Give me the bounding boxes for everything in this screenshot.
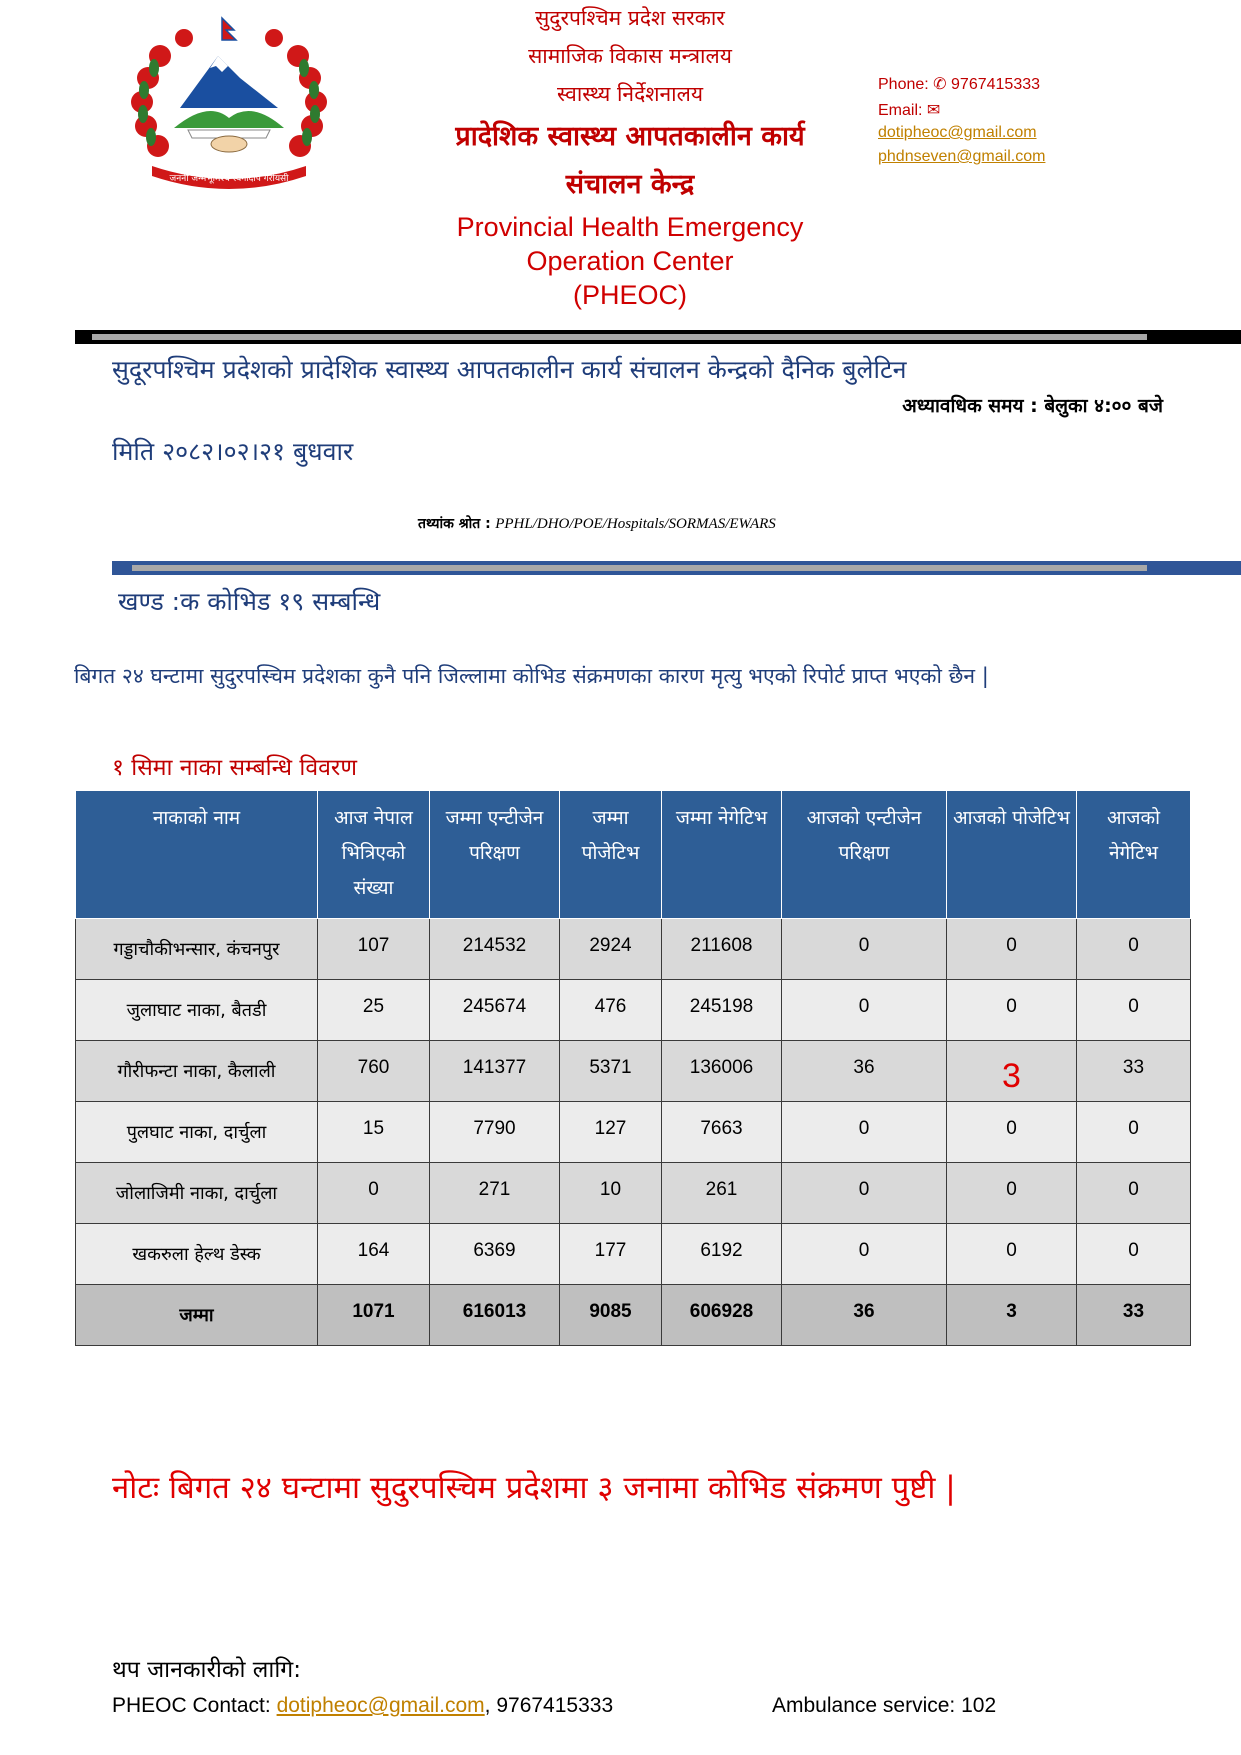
cell-total-positive: 5371 (560, 1041, 662, 1102)
cell-total-negative: 211608 (662, 919, 782, 980)
cell-name: गौरीफन्टा नाका, कैलाली (76, 1041, 318, 1102)
cell-today-test: 0 (782, 1102, 947, 1163)
cell-today-negative: 0 (1077, 1102, 1191, 1163)
phone-icon: ✆ (933, 76, 947, 93)
cell-entered: 25 (318, 980, 430, 1041)
cell-total-test: 616013 (430, 1285, 560, 1346)
table-row (76, 919, 1191, 980)
footer-contact-label: PHEOC Contact: (112, 1694, 271, 1717)
cell-name: पुलघाट नाका, दार्चुला (76, 1102, 318, 1163)
col-header-entered: आज नेपाल भित्रिएको संख्या (318, 791, 430, 919)
center-title-en-2: Operation Center (526, 246, 734, 276)
cell-entered: 1071 (318, 1285, 430, 1346)
cell-today-test: 0 (782, 919, 947, 980)
table-row (76, 1102, 1191, 1163)
cell-total-positive: 127 (560, 1102, 662, 1163)
cell-today-negative: 33 (1077, 1285, 1191, 1346)
cell-total-test: 6369 (430, 1224, 560, 1285)
cell-entered: 0 (318, 1163, 430, 1224)
svg-text:जननी जन्मभूमिश्च स्वर्गादपि गर: जननी जन्मभूमिश्च स्वर्गादपि गरीयसी (169, 174, 289, 184)
footer-contact (112, 1694, 613, 1718)
col-header-name: नाकाको नाम (76, 791, 318, 919)
note-text: नोटः बिगत २४ घन्टामा सुदुरपस्चिम प्रदेशमा ३ जनामा कोभिड संक्रमण पुष्टी | (112, 1470, 956, 1506)
cell-name: जुलाघाट नाका, बैतडी (76, 980, 318, 1041)
cell-today-negative: 0 (1077, 919, 1191, 980)
envelope-icon: ✉ (926, 102, 941, 119)
phone-label: Phone: (878, 76, 929, 93)
table-total-row (76, 1285, 1191, 1346)
cell-today-positive: 0 (947, 980, 1077, 1041)
contact-phone-line (878, 74, 1040, 94)
cell-total-test: 214532 (430, 919, 560, 980)
footer-phone: , 9767415333 (484, 1694, 614, 1717)
ambulance-service: Ambulance service: 102 (772, 1694, 997, 1717)
cell-name: जोलाजिमी नाका, दार्चुला (76, 1163, 318, 1224)
col-header-total-test: जम्मा एन्टीजेन परिक्षण (430, 791, 560, 919)
cell-total-test: 7790 (430, 1102, 560, 1163)
table-row (76, 1163, 1191, 1224)
cell-total-negative: 261 (662, 1163, 782, 1224)
cell-today-positive: 0 (947, 919, 1077, 980)
cell-entered: 107 (318, 919, 430, 980)
cell-entered: 15 (318, 1102, 430, 1163)
center-title-np-2: संचालन केन्द्र (565, 169, 695, 200)
cell-today-negative: 0 (1077, 980, 1191, 1041)
directorate-name: स्वास्थ्य निर्देशनालय (556, 82, 704, 106)
contact-email-2 (878, 148, 1045, 166)
data-source (418, 514, 776, 533)
source-value: PPHL/DHO/POE/Hospitals/SORMAS/EWARS (495, 516, 776, 532)
cell-total-positive: 10 (560, 1163, 662, 1224)
cell-name: खकरुला हेल्थ डेस्क (76, 1224, 318, 1285)
table-row (76, 1041, 1191, 1102)
section-divider-inner (132, 565, 1147, 571)
col-header-today-positive: आजको पोजेटिभ (947, 791, 1077, 919)
center-title-np-1: प्रादेशिक स्वास्थ्य आपतकालीन कार्य (455, 121, 805, 152)
footer-email-link[interactable]: dotipheoc@gmail.com (276, 1694, 485, 1717)
border-points-title: १ सिमा नाका सम्बन्धि विवरण (112, 755, 357, 781)
cell-today-test: 0 (782, 1163, 947, 1224)
center-title-en-1: Provincial Health Emergency (456, 212, 804, 242)
border-points-table (75, 790, 1191, 1346)
more-info-label: थप जानकारीको लागि: (112, 1657, 301, 1683)
cell-today-negative: 33 (1077, 1041, 1191, 1102)
cell-today-positive: 0 (947, 1163, 1077, 1224)
cell-total-negative: 136006 (662, 1041, 782, 1102)
cell-today-test: 36 (782, 1285, 947, 1346)
col-header-total-positive: जम्मा पोजेटिभ (560, 791, 662, 919)
section-heading: खण्ड :क कोभिड १९ सम्बन्धि (118, 587, 381, 616)
cell-today-positive: 0 (947, 1224, 1077, 1285)
nepal-emblem (118, 16, 340, 194)
cell-entered: 164 (318, 1224, 430, 1285)
cell-today-test: 36 (782, 1041, 947, 1102)
cell-today-test: 0 (782, 1224, 947, 1285)
cell-total-positive: 177 (560, 1224, 662, 1285)
bulletin-date: मिति २०८२।०२।२१ बुधवार (112, 437, 354, 466)
contact-email-1 (878, 124, 1037, 142)
cell-today-positive: 3 (947, 1041, 1077, 1102)
table-header-row (76, 791, 1191, 919)
col-header-total-negative: जम्मा नेगेटिभ (662, 791, 782, 919)
cell-today-test: 0 (782, 980, 947, 1041)
cell-total-test: 141377 (430, 1041, 560, 1102)
email-link-1[interactable]: dotipheoc@gmail.com (878, 124, 1037, 141)
col-header-today-test: आजको एन्टीजेन परिक्षण (782, 791, 947, 919)
cell-today-positive: 0 (947, 1102, 1077, 1163)
cell-total-test: 271 (430, 1163, 560, 1224)
center-title-en-3: (PHEOC) (573, 280, 687, 310)
cell-total-positive: 2924 (560, 919, 662, 980)
update-time: अध्यावधिक समय : बेलुका ४:०० बजे (902, 395, 1163, 417)
phone-number: 9767415333 (951, 76, 1041, 93)
table-row (76, 1224, 1191, 1285)
cell-name: गड्डाचौकीभन्सार, कंचनपुर (76, 919, 318, 980)
header-divider-inner (92, 334, 1147, 340)
source-label: तथ्यांक श्रोत : (418, 516, 491, 532)
bulletin-title: सुदूरपश्चिम प्रदेशको प्रादेशिक स्वास्थ्य आपतकालीन कार्य संचालन केन्द्रको दैनिक बुलेटिन (112, 355, 907, 384)
cell-name: जम्मा (76, 1285, 318, 1346)
cell-today-negative: 0 (1077, 1163, 1191, 1224)
col-header-today-negative: आजको नेगेटिभ (1077, 791, 1191, 919)
cell-total-negative: 606928 (662, 1285, 782, 1346)
table-row (76, 980, 1191, 1041)
cell-total-negative: 245198 (662, 980, 782, 1041)
cell-total-negative: 6192 (662, 1224, 782, 1285)
cell-total-positive: 9085 (560, 1285, 662, 1346)
email-link-2[interactable]: phdnseven@gmail.com (878, 148, 1046, 165)
cell-total-negative: 7663 (662, 1102, 782, 1163)
contact-email-line (878, 100, 940, 120)
govt-name: सुदुरपश्चिम प्रदेश सरकार (535, 6, 725, 30)
death-statement: बिगत २४ घन्टामा सुदुरपस्चिम प्रदेशका कुनै पनि जिल्लामा कोभिड संक्रमणका कारण मृत्यु भएको रिपोर्ट प्राप्त भएको छैन | (74, 664, 989, 688)
email-label: Email: (878, 102, 923, 119)
cell-today-negative: 0 (1077, 1224, 1191, 1285)
cell-total-test: 245674 (430, 980, 560, 1041)
cell-total-positive: 476 (560, 980, 662, 1041)
cell-today-positive: 3 (947, 1285, 1077, 1346)
ministry-name: सामाजिक विकास मन्त्रालय (528, 44, 732, 68)
cell-entered: 760 (318, 1041, 430, 1102)
